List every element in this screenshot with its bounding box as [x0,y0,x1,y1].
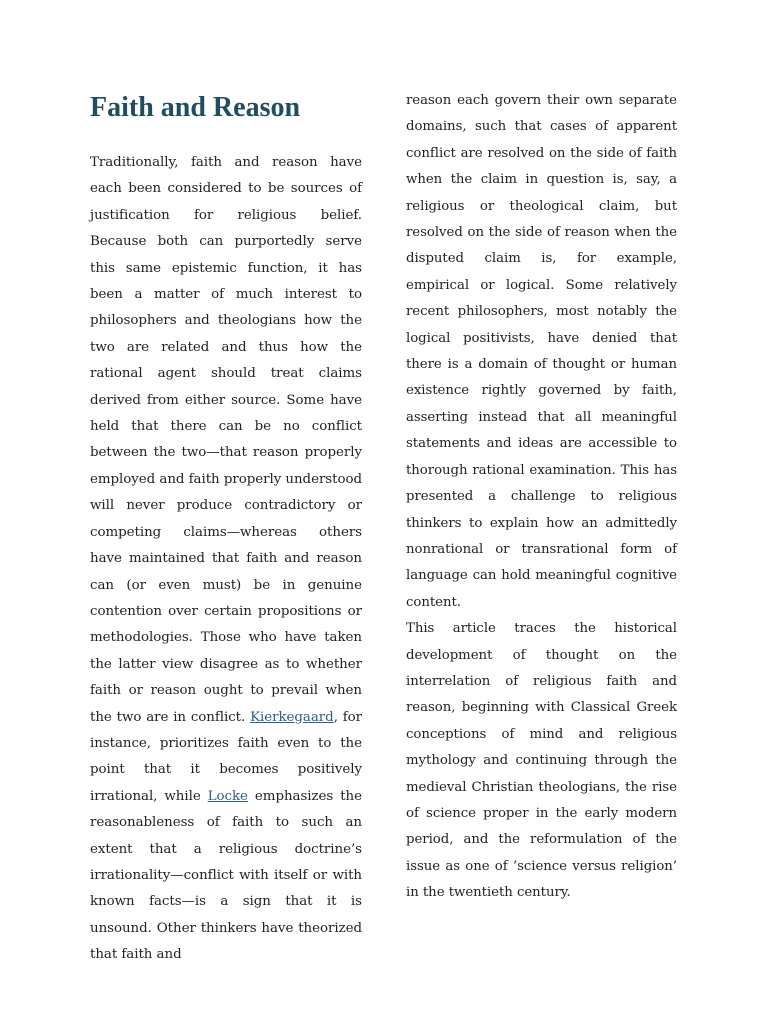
article-title: Faith and Reason [90,92,301,123]
right-paragraph-1: reason each govern their own separate domains, such that cases of apparent conflict are resolved on the side of faith when the claim in question is, say, a religious or theological claim, but resolved on the side of reason when the disputed claim is, for example, empirical or logical. Some relatively recent philosophers, most notably the logical positivists, have denied that there is a domain of thought or human existence rightly governed by faith, asserting instead that all meaningful statements and ideas are accessible to thorough rational examination. This has presented a challenge to religious thinkers to explain how an admittedly nonrational or transrational form of language can hold meaningful cognitive content. [406,93,677,610]
right-column [406,88,677,907]
kierkegaard-link[interactable]: Kierkegaard [250,709,334,725]
left-paragraph [90,150,362,969]
left-column [90,88,362,969]
right-paragraph-2: This article traces the historical development of thought on the interrelation of religious faith and reason, beginning with Classical Greek conceptions of mind and religious mythology and continuing through the medieval Christian theologians, the rise of science proper in the early modern period, and the reformulation of the issue as one of ‘science versus religion’ in the twentieth century. [406,621,677,901]
left-text-part-2: , for instance, prioritizes faith even to the point that it becomes positively irrational, while [90,709,362,804]
locke-link[interactable]: Locke [207,788,248,804]
left-text-part-1: Traditionally, faith and reason have each been considered to be sources of justification for religious belief. Because both can purportedly serve this same epistemic function, it has been a matter of much interest to philosophers and theologians how the two are related and thus how the rational agent should treat claims derived from either source. Some have held that there can be no conflict between the two—that reason properly employed and faith properly understood will never produce contradictory or competing claims—whereas others have maintained that faith and reason can (or even must) be in genuine contention over certain propositions or methodologies. Those who have taken the latter view disagree as to whether faith or reason ought to prevail when the two are in conflict. [90,155,363,725]
left-text-part-3: emphasizes the reasonableness of faith to such an extent that a religious doctrine’s irrationality—conflict with itself or with known facts—is a sign that it is unsound. Other thinkers have theorized that faith and [90,788,362,963]
